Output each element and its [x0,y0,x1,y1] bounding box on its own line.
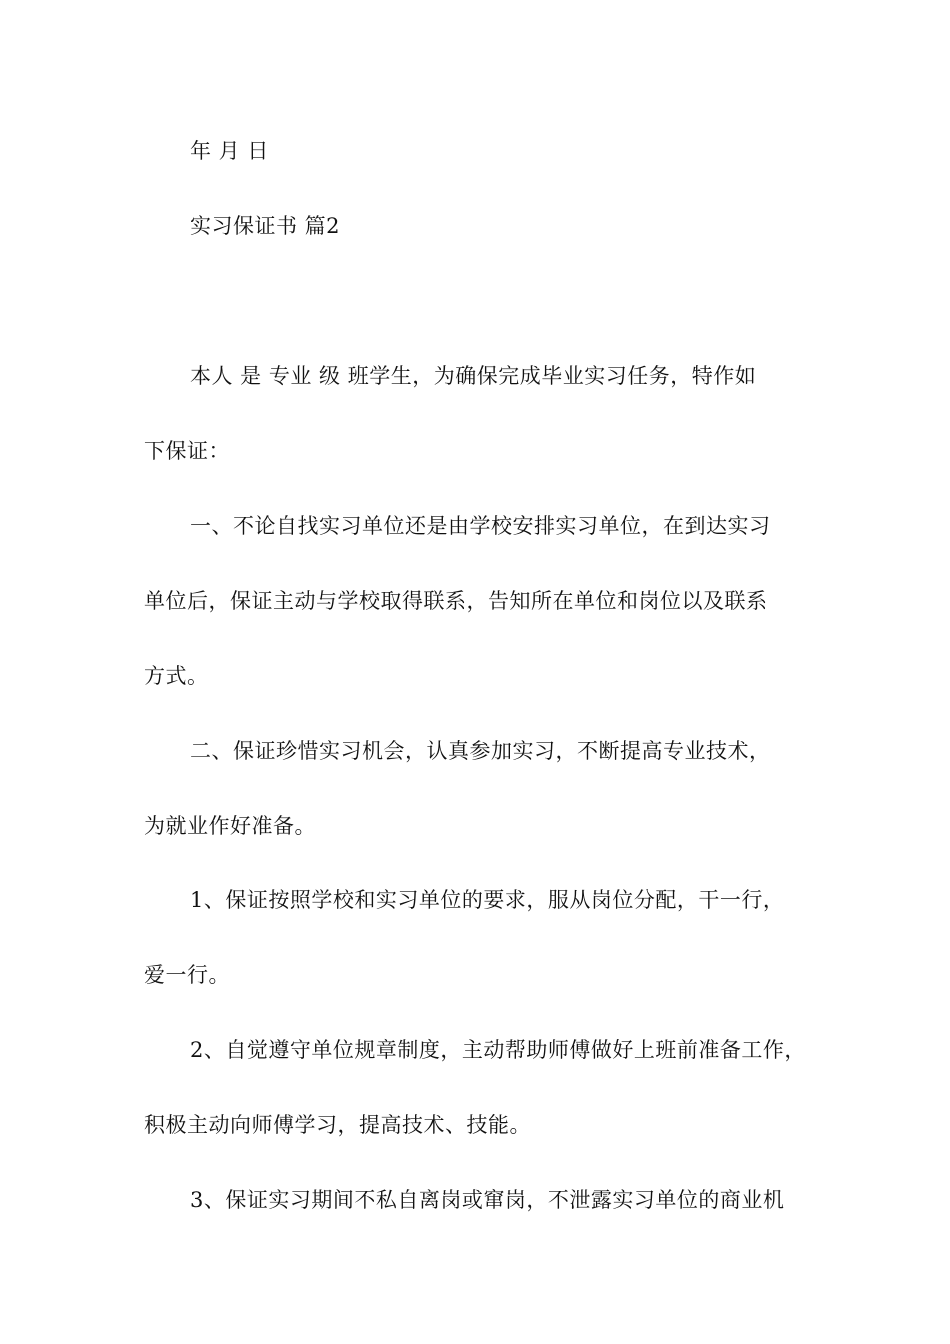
paragraph-line: 一、不论自找实习单位还是由学校安排实习单位，在到达实习 [190,514,771,538]
paragraph-line: 二、保证珍惜实习机会，认真参加实习，不断提高专业技术， [190,739,771,763]
section-title: 实习保证书 篇2 [190,214,341,238]
paragraph-line: 方式。 [144,664,209,688]
paragraph-line: 本人 是 专业 级 班学生，为确保完成毕业实习任务，特作如 [190,364,757,388]
date-line: 年 月 日 [190,139,269,163]
paragraph-line: 爱一行。 [144,963,230,987]
paragraph-line: 2、自觉遵守单位规章制度，主动帮助师傅做好上班前准备工作， [190,1038,806,1062]
paragraph-line: 为就业作好准备。 [144,814,316,838]
paragraph-line: 单位后，保证主动与学校取得联系，告知所在单位和岗位以及联系 [144,589,768,613]
paragraph-line: 1、保证按照学校和实习单位的要求，服从岗位分配，干一行， [190,888,785,912]
paragraph-line: 3、保证实习期间不私自离岗或窜岗，不泄露实习单位的商业机 [190,1188,785,1212]
paragraph-line: 积极主动向师傅学习，提高技术、技能。 [144,1113,531,1137]
paragraph-line: 下保证： [144,439,230,463]
